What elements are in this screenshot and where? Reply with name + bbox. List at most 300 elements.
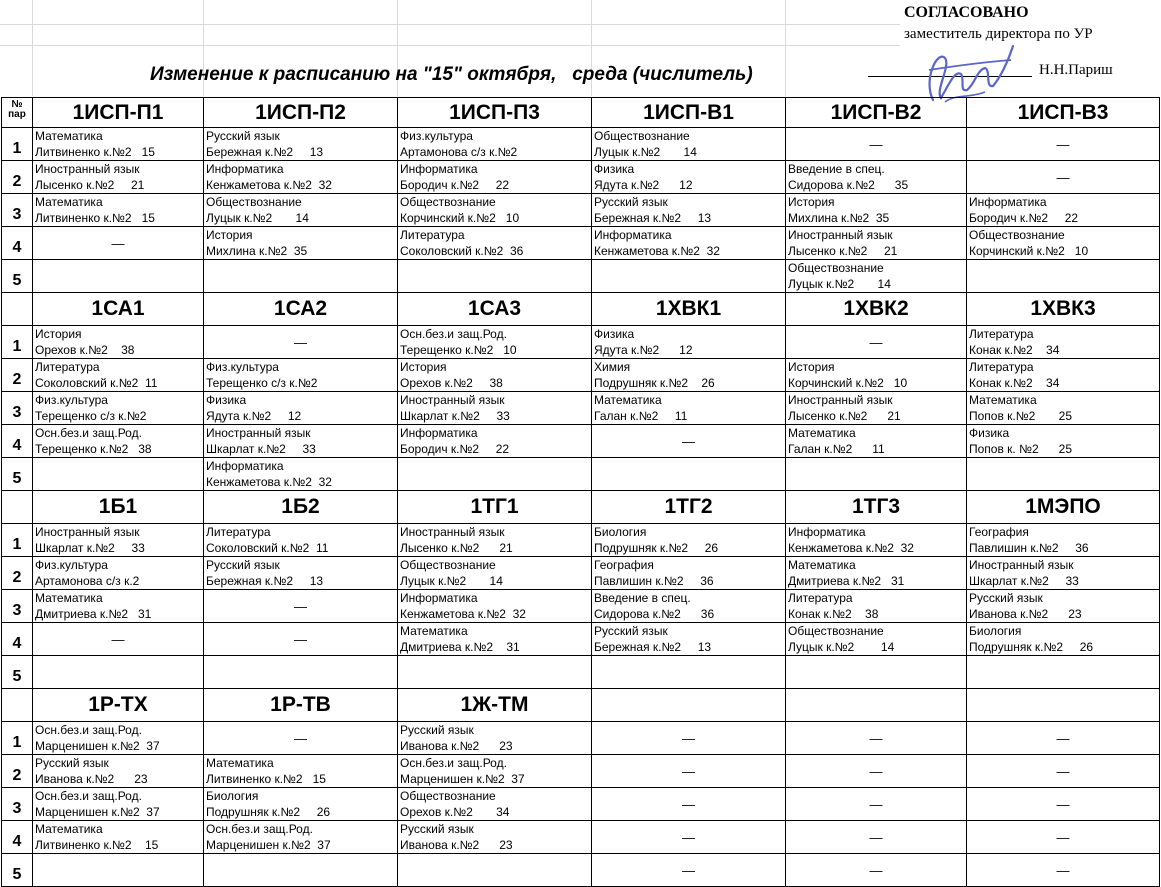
lesson-cell — [967, 425, 1160, 458]
lesson-subject: Информатика — [969, 195, 1047, 209]
lesson-subject: Физика — [594, 327, 635, 341]
lesson-row — [2, 755, 1160, 788]
lesson-teacher-room: Луцык к.№2 14 — [206, 211, 309, 225]
lesson-teacher-room: Павлишин к.№2 36 — [969, 541, 1089, 555]
lesson-teacher-room: Корчинский к.№2 10 — [969, 244, 1089, 258]
lesson-cell — [398, 788, 592, 821]
lesson-teacher-room: Лысенко к.№2 21 — [35, 178, 145, 192]
empty-cell — [967, 260, 1160, 293]
lesson-teacher-room: Шкарлат к.№2 33 — [206, 442, 316, 456]
lesson-cell — [786, 161, 967, 194]
lesson-teacher-room: Михлина к.№2 35 — [206, 244, 308, 258]
lesson-cell — [592, 557, 786, 590]
lesson-subject: Русский язык — [969, 591, 1043, 605]
empty-cell — [204, 854, 398, 887]
lesson-row — [2, 161, 1160, 194]
lesson-subject: Иностранный язык — [206, 426, 311, 440]
lesson-cell — [204, 755, 398, 788]
lesson-teacher-room: Терещенко с/з к.№2 — [206, 376, 318, 390]
lesson-teacher-room: Попов к. №2 25 — [969, 442, 1072, 456]
no-lesson-cell: — — [786, 128, 967, 161]
lesson-cell — [204, 557, 398, 590]
lesson-teacher-room: Сидорова к.№2 36 — [594, 607, 715, 621]
lesson-teacher-room: Орехов к.№2 38 — [35, 343, 135, 357]
lesson-teacher-room: Попов к.№2 25 — [969, 409, 1072, 423]
lesson-subject: Осн.без.и защ.Род. — [400, 756, 507, 770]
lesson-subject: Информатика — [594, 228, 672, 242]
group-name: 1Б2 — [204, 491, 398, 524]
lesson-cell — [592, 161, 786, 194]
lesson-cell — [398, 590, 592, 623]
no-lesson-cell: — — [967, 128, 1160, 161]
no-lesson-cell: — — [33, 623, 204, 656]
pair-number: 4 — [2, 227, 33, 260]
lesson-subject: Информатика — [400, 426, 478, 440]
lesson-subject: Иностранный язык — [35, 162, 140, 176]
lesson-cell — [967, 194, 1160, 227]
lesson-teacher-room: Шкарлат к.№2 33 — [400, 409, 510, 423]
lesson-subject: Математика — [969, 393, 1037, 407]
lesson-subject: Математика — [35, 129, 103, 143]
lesson-teacher-room: Иванова к.№2 23 — [400, 838, 513, 852]
lesson-teacher-room: Орехов к.№2 38 — [400, 376, 503, 390]
pair-number: 2 — [2, 161, 33, 194]
lesson-cell — [398, 128, 592, 161]
lesson-cell — [967, 359, 1160, 392]
empty-cell — [204, 656, 398, 689]
lesson-teacher-room: Марценишен к.№2 37 — [35, 739, 160, 753]
lesson-subject: Осн.без.и защ.Род. — [400, 327, 507, 341]
lesson-subject: Обществознание — [206, 195, 302, 209]
lesson-teacher-room: Иванова к.№2 23 — [400, 739, 513, 753]
lesson-subject: Русский язык — [206, 129, 280, 143]
lesson-teacher-room: Литвиненко к.№2 15 — [35, 838, 159, 852]
lesson-cell — [33, 359, 204, 392]
group-name: 1ИСП-В2 — [786, 98, 967, 128]
lesson-teacher-room: Литвиненко к.№2 15 — [35, 211, 155, 225]
group-name — [786, 689, 967, 722]
no-lesson-cell: — — [204, 722, 398, 755]
lesson-subject: Математика — [788, 426, 856, 440]
lesson-teacher-room: Артамонова с/з к.2 — [35, 574, 140, 588]
lesson-subject: Осн.без.и защ.Род. — [206, 822, 313, 836]
lesson-subject: История — [400, 360, 447, 374]
group-name: 1Р-ТВ — [204, 689, 398, 722]
lesson-cell — [33, 425, 204, 458]
lesson-teacher-room: Галан к.№2 11 — [594, 409, 688, 423]
no-lesson-cell: — — [967, 755, 1160, 788]
lesson-teacher-room: Лысенко к.№2 21 — [788, 409, 901, 423]
lesson-subject: Литература — [206, 525, 271, 539]
no-lesson-cell: — — [33, 227, 204, 260]
lesson-subject: Биология — [969, 624, 1022, 638]
lesson-cell — [398, 227, 592, 260]
no-lesson-cell: — — [786, 821, 967, 854]
no-lesson-cell: — — [204, 326, 398, 359]
no-lesson-cell: — — [967, 722, 1160, 755]
lesson-cell — [398, 194, 592, 227]
lesson-subject: Физика — [206, 393, 247, 407]
empty-cell — [398, 656, 592, 689]
lesson-cell — [967, 326, 1160, 359]
lesson-cell — [398, 326, 592, 359]
lesson-cell — [398, 623, 592, 656]
lesson-row — [2, 623, 1160, 656]
lesson-teacher-room: Бережная к.№2 13 — [594, 640, 712, 654]
no-lesson-cell: — — [786, 755, 967, 788]
lesson-teacher-room: Марценишен к.№2 37 — [206, 838, 331, 852]
group-name — [967, 689, 1160, 722]
lesson-teacher-room: Соколовский к.№2 36 — [400, 244, 524, 258]
lesson-cell — [33, 161, 204, 194]
lesson-subject: Литература — [969, 360, 1034, 374]
lesson-subject: Русский язык — [400, 723, 474, 737]
no-lesson-cell: — — [592, 425, 786, 458]
lesson-subject: Математика — [788, 558, 856, 572]
lesson-subject: Иностранный язык — [400, 393, 505, 407]
lesson-cell — [786, 590, 967, 623]
lesson-teacher-room: Литвиненко к.№2 15 — [206, 772, 326, 786]
lesson-subject: Обществознание — [969, 228, 1065, 242]
lesson-teacher-room: Шкарлат к.№2 33 — [969, 574, 1079, 588]
lesson-teacher-room: Кенжаметова к.№2 32 — [788, 541, 914, 555]
lesson-teacher-room: Корчинский к.№2 10 — [788, 376, 908, 390]
lesson-cell — [398, 722, 592, 755]
lesson-cell — [786, 194, 967, 227]
lesson-subject: Иностранный язык — [788, 393, 893, 407]
lesson-teacher-room: Кенжаметова к.№2 32 — [206, 178, 332, 192]
lesson-cell — [786, 227, 967, 260]
lesson-cell — [786, 392, 967, 425]
lesson-cell — [398, 392, 592, 425]
lesson-teacher-room: Луцык к.№2 14 — [594, 145, 697, 159]
pair-number: 1 — [2, 326, 33, 359]
lesson-teacher-room: Корчинский к.№2 10 — [400, 211, 520, 225]
lesson-cell — [967, 590, 1160, 623]
no-lesson-cell: — — [786, 788, 967, 821]
lesson-cell — [398, 161, 592, 194]
lesson-teacher-room: Луцык к.№2 14 — [788, 640, 895, 654]
pair-number: 2 — [2, 359, 33, 392]
group-header-row — [2, 293, 1160, 326]
group-name: 1ИСП-П2 — [204, 98, 398, 128]
group-header-row — [2, 689, 1160, 722]
lesson-teacher-room: Павлишин к.№2 36 — [594, 574, 714, 588]
no-lesson-cell: — — [786, 854, 967, 887]
lesson-row — [2, 260, 1160, 293]
no-lesson-cell: — — [967, 788, 1160, 821]
group-name: 1ТГ1 — [398, 491, 592, 524]
lesson-teacher-room: Марценишен к.№2 37 — [400, 772, 525, 786]
empty-cell — [204, 260, 398, 293]
lesson-row — [2, 194, 1160, 227]
lesson-row — [2, 128, 1160, 161]
no-lesson-cell: — — [967, 821, 1160, 854]
pair-number: 3 — [2, 392, 33, 425]
lesson-teacher-room: Луцык к.№2 14 — [400, 574, 503, 588]
lesson-teacher-room: Михлина к.№2 35 — [788, 211, 890, 225]
lesson-row — [2, 821, 1160, 854]
lesson-subject: Осн.без.и защ.Род. — [35, 789, 142, 803]
no-lesson-cell: — — [592, 788, 786, 821]
lesson-subject: Литература — [400, 228, 465, 242]
empty-cell — [33, 854, 204, 887]
approval-role: заместитель директора по УР — [904, 26, 1093, 42]
lesson-teacher-room: Дмитриева к.№2 31 — [35, 607, 152, 621]
lesson-row — [2, 788, 1160, 821]
lesson-row — [2, 458, 1160, 491]
approval-title: СОГЛАСОВАНО — [904, 4, 1029, 21]
group-name: 1ХВК1 — [592, 293, 786, 326]
lesson-cell — [204, 392, 398, 425]
pair-number: 5 — [2, 854, 33, 887]
lesson-cell — [398, 359, 592, 392]
group-name: 1ИСП-В1 — [592, 98, 786, 128]
lesson-teacher-room: Бережная к.№2 13 — [206, 574, 324, 588]
lesson-subject: Биология — [594, 525, 647, 539]
lesson-cell — [33, 194, 204, 227]
schedule-table — [1, 97, 1160, 887]
group-name: 1ТГ3 — [786, 491, 967, 524]
lesson-cell — [786, 623, 967, 656]
pair-number: 2 — [2, 557, 33, 590]
lesson-subject: Русский язык — [594, 624, 668, 638]
lesson-teacher-room: Конак к.№2 38 — [788, 607, 879, 621]
lesson-subject: Биология — [206, 789, 259, 803]
empty-cell — [967, 458, 1160, 491]
lesson-subject: Обществознание — [400, 789, 496, 803]
lesson-cell — [33, 788, 204, 821]
lesson-cell — [204, 458, 398, 491]
empty-cell — [33, 458, 204, 491]
group-name: 1ХВК2 — [786, 293, 967, 326]
lesson-cell — [204, 128, 398, 161]
no-lesson-cell: — — [592, 821, 786, 854]
lesson-cell — [204, 821, 398, 854]
lesson-cell — [33, 755, 204, 788]
lesson-subject: Русский язык — [35, 756, 109, 770]
lesson-cell — [204, 788, 398, 821]
lesson-cell — [398, 425, 592, 458]
pair-number: 3 — [2, 788, 33, 821]
lesson-subject: Математика — [206, 756, 274, 770]
no-lesson-cell: — — [592, 755, 786, 788]
lesson-cell — [592, 590, 786, 623]
lesson-subject: Математика — [35, 822, 103, 836]
empty-cell — [592, 260, 786, 293]
lesson-row — [2, 326, 1160, 359]
lesson-row — [2, 557, 1160, 590]
pair-number: 3 — [2, 194, 33, 227]
lesson-subject: Русский язык — [400, 822, 474, 836]
empty-cell — [592, 656, 786, 689]
lesson-cell — [204, 194, 398, 227]
lesson-row — [2, 854, 1160, 887]
lesson-teacher-room: Галан к.№2 11 — [788, 442, 885, 456]
lesson-teacher-room: Кенжаметова к.№2 32 — [400, 607, 526, 621]
lesson-cell — [592, 227, 786, 260]
no-lesson-cell: — — [592, 722, 786, 755]
group-name: 1СА3 — [398, 293, 592, 326]
lesson-cell — [33, 557, 204, 590]
lesson-cell — [592, 194, 786, 227]
lesson-cell — [204, 227, 398, 260]
lesson-cell — [967, 392, 1160, 425]
lesson-teacher-room: Дмитриева к.№2 31 — [400, 640, 520, 654]
pair-number-label: № — [11, 99, 23, 110]
empty-cell — [398, 458, 592, 491]
lesson-subject: История — [788, 195, 835, 209]
pair-number-header — [2, 98, 33, 128]
lesson-subject: География — [594, 558, 654, 572]
group-name — [592, 689, 786, 722]
group-name: 1ИСП-В3 — [967, 98, 1160, 128]
lesson-subject: Информатика — [206, 162, 284, 176]
lesson-subject: Осн.без.и защ.Род. — [35, 723, 142, 737]
group-name: 1Б1 — [33, 491, 204, 524]
no-lesson-cell: — — [204, 623, 398, 656]
pair-number: 3 — [2, 590, 33, 623]
lesson-subject: Обществознание — [400, 558, 496, 572]
group-name: 1Р-ТХ — [33, 689, 204, 722]
pair-number-header — [2, 689, 33, 722]
group-name: 1ИСП-П3 — [398, 98, 592, 128]
pair-number: 4 — [2, 821, 33, 854]
approval-block — [904, 3, 1093, 44]
lesson-cell — [33, 590, 204, 623]
lesson-teacher-room: Подрушняк к.№2 26 — [206, 805, 331, 819]
lesson-teacher-room: Марценишен к.№2 37 — [35, 805, 160, 819]
lesson-teacher-room: Дмитриева к.№2 31 — [788, 574, 905, 588]
lesson-teacher-room: Кенжаметова к.№2 32 — [594, 244, 720, 258]
lesson-cell — [592, 326, 786, 359]
lesson-teacher-room: Конак к.№2 34 — [969, 376, 1060, 390]
lesson-subject: Химия — [594, 360, 631, 374]
lesson-cell — [33, 326, 204, 359]
lesson-subject: Литература — [788, 591, 853, 605]
pair-number: 1 — [2, 128, 33, 161]
empty-cell — [786, 656, 967, 689]
lesson-subject: Осн.без.и защ.Род. — [35, 426, 142, 440]
lesson-cell — [33, 128, 204, 161]
lesson-teacher-room: Кенжаметова к.№2 32 — [206, 475, 332, 489]
lesson-teacher-room: Ядута к.№2 12 — [594, 178, 693, 192]
lesson-subject: Русский язык — [594, 195, 668, 209]
pair-number: 4 — [2, 623, 33, 656]
no-lesson-cell: — — [967, 854, 1160, 887]
lesson-cell — [204, 359, 398, 392]
group-name: 1ХВК3 — [967, 293, 1160, 326]
lesson-subject: Введение в спец. — [594, 591, 691, 605]
lesson-subject: Информатика — [400, 591, 478, 605]
lesson-cell — [204, 425, 398, 458]
lesson-cell — [786, 557, 967, 590]
lesson-row — [2, 227, 1160, 260]
lesson-subject: Литература — [35, 360, 100, 374]
group-name: 1Ж-ТМ — [398, 689, 592, 722]
lesson-cell — [786, 359, 967, 392]
lesson-teacher-room: Подрушняк к.№2 26 — [594, 541, 719, 555]
lesson-subject: Физ.культура — [35, 393, 108, 407]
lesson-subject: Русский язык — [206, 558, 280, 572]
lesson-teacher-room: Луцык к.№2 14 — [788, 277, 891, 291]
lesson-teacher-room: Конак к.№2 34 — [969, 343, 1060, 357]
lesson-subject: Иностранный язык — [35, 525, 140, 539]
lesson-cell — [967, 524, 1160, 557]
lesson-teacher-room: Лысенко к.№2 21 — [788, 244, 898, 258]
lesson-row — [2, 524, 1160, 557]
pair-number: 5 — [2, 260, 33, 293]
lesson-cell — [967, 227, 1160, 260]
lesson-row — [2, 722, 1160, 755]
lesson-cell — [33, 821, 204, 854]
empty-cell — [592, 458, 786, 491]
pair-number: 1 — [2, 722, 33, 755]
lesson-subject: Физ.культура — [400, 129, 473, 143]
lesson-cell — [592, 392, 786, 425]
lesson-teacher-room: Артамонова с/з к.№2 — [400, 145, 518, 159]
lesson-teacher-room: Бородич к.№2 22 — [400, 178, 510, 192]
empty-cell — [786, 458, 967, 491]
lesson-cell — [786, 425, 967, 458]
empty-cell — [398, 854, 592, 887]
lesson-subject: Информатика — [788, 525, 866, 539]
group-name: 1МЭПО — [967, 491, 1160, 524]
group-name: 1СА1 — [33, 293, 204, 326]
lesson-teacher-room: Лысенко к.№2 21 — [400, 541, 513, 555]
group-name: 1ИСП-П1 — [33, 98, 204, 128]
lesson-teacher-room: Бородич к.№2 22 — [969, 211, 1079, 225]
lesson-cell — [592, 524, 786, 557]
group-name: 1СА2 — [204, 293, 398, 326]
pair-number-label: пар — [8, 109, 26, 120]
lesson-subject: Физика — [594, 162, 635, 176]
lesson-teacher-room: Терещенко к.№2 10 — [400, 343, 517, 357]
lesson-row — [2, 590, 1160, 623]
no-lesson-cell: — — [786, 722, 967, 755]
lesson-subject: Иностранный язык — [400, 525, 505, 539]
no-lesson-cell: — — [786, 326, 967, 359]
lesson-subject: Обществознание — [594, 129, 690, 143]
lesson-cell — [592, 623, 786, 656]
lesson-subject: Информатика — [206, 459, 284, 473]
no-lesson-cell: — — [967, 161, 1160, 194]
lesson-row — [2, 359, 1160, 392]
lesson-subject: Физика — [969, 426, 1010, 440]
lesson-teacher-room: Бережная к.№2 13 — [206, 145, 324, 159]
lesson-cell — [33, 524, 204, 557]
group-name: 1ТГ2 — [592, 491, 786, 524]
lesson-subject: Математика — [35, 195, 103, 209]
pair-number-header — [2, 491, 33, 524]
lesson-cell — [592, 359, 786, 392]
empty-cell — [33, 260, 204, 293]
pair-number: 1 — [2, 524, 33, 557]
pair-number: 5 — [2, 656, 33, 689]
lesson-subject: История — [206, 228, 253, 242]
lesson-cell — [967, 623, 1160, 656]
lesson-teacher-room: Литвиненко к.№2 15 — [35, 145, 155, 159]
lesson-subject: Иностранный язык — [788, 228, 893, 242]
pair-number: 4 — [2, 425, 33, 458]
lesson-subject: Физ.культура — [35, 558, 108, 572]
lesson-subject: Литература — [969, 327, 1034, 341]
lesson-cell — [398, 524, 592, 557]
lesson-subject: Обществознание — [400, 195, 496, 209]
lesson-teacher-room: Бережная к.№2 13 — [594, 211, 712, 225]
lesson-cell — [592, 128, 786, 161]
lesson-subject: География — [969, 525, 1029, 539]
